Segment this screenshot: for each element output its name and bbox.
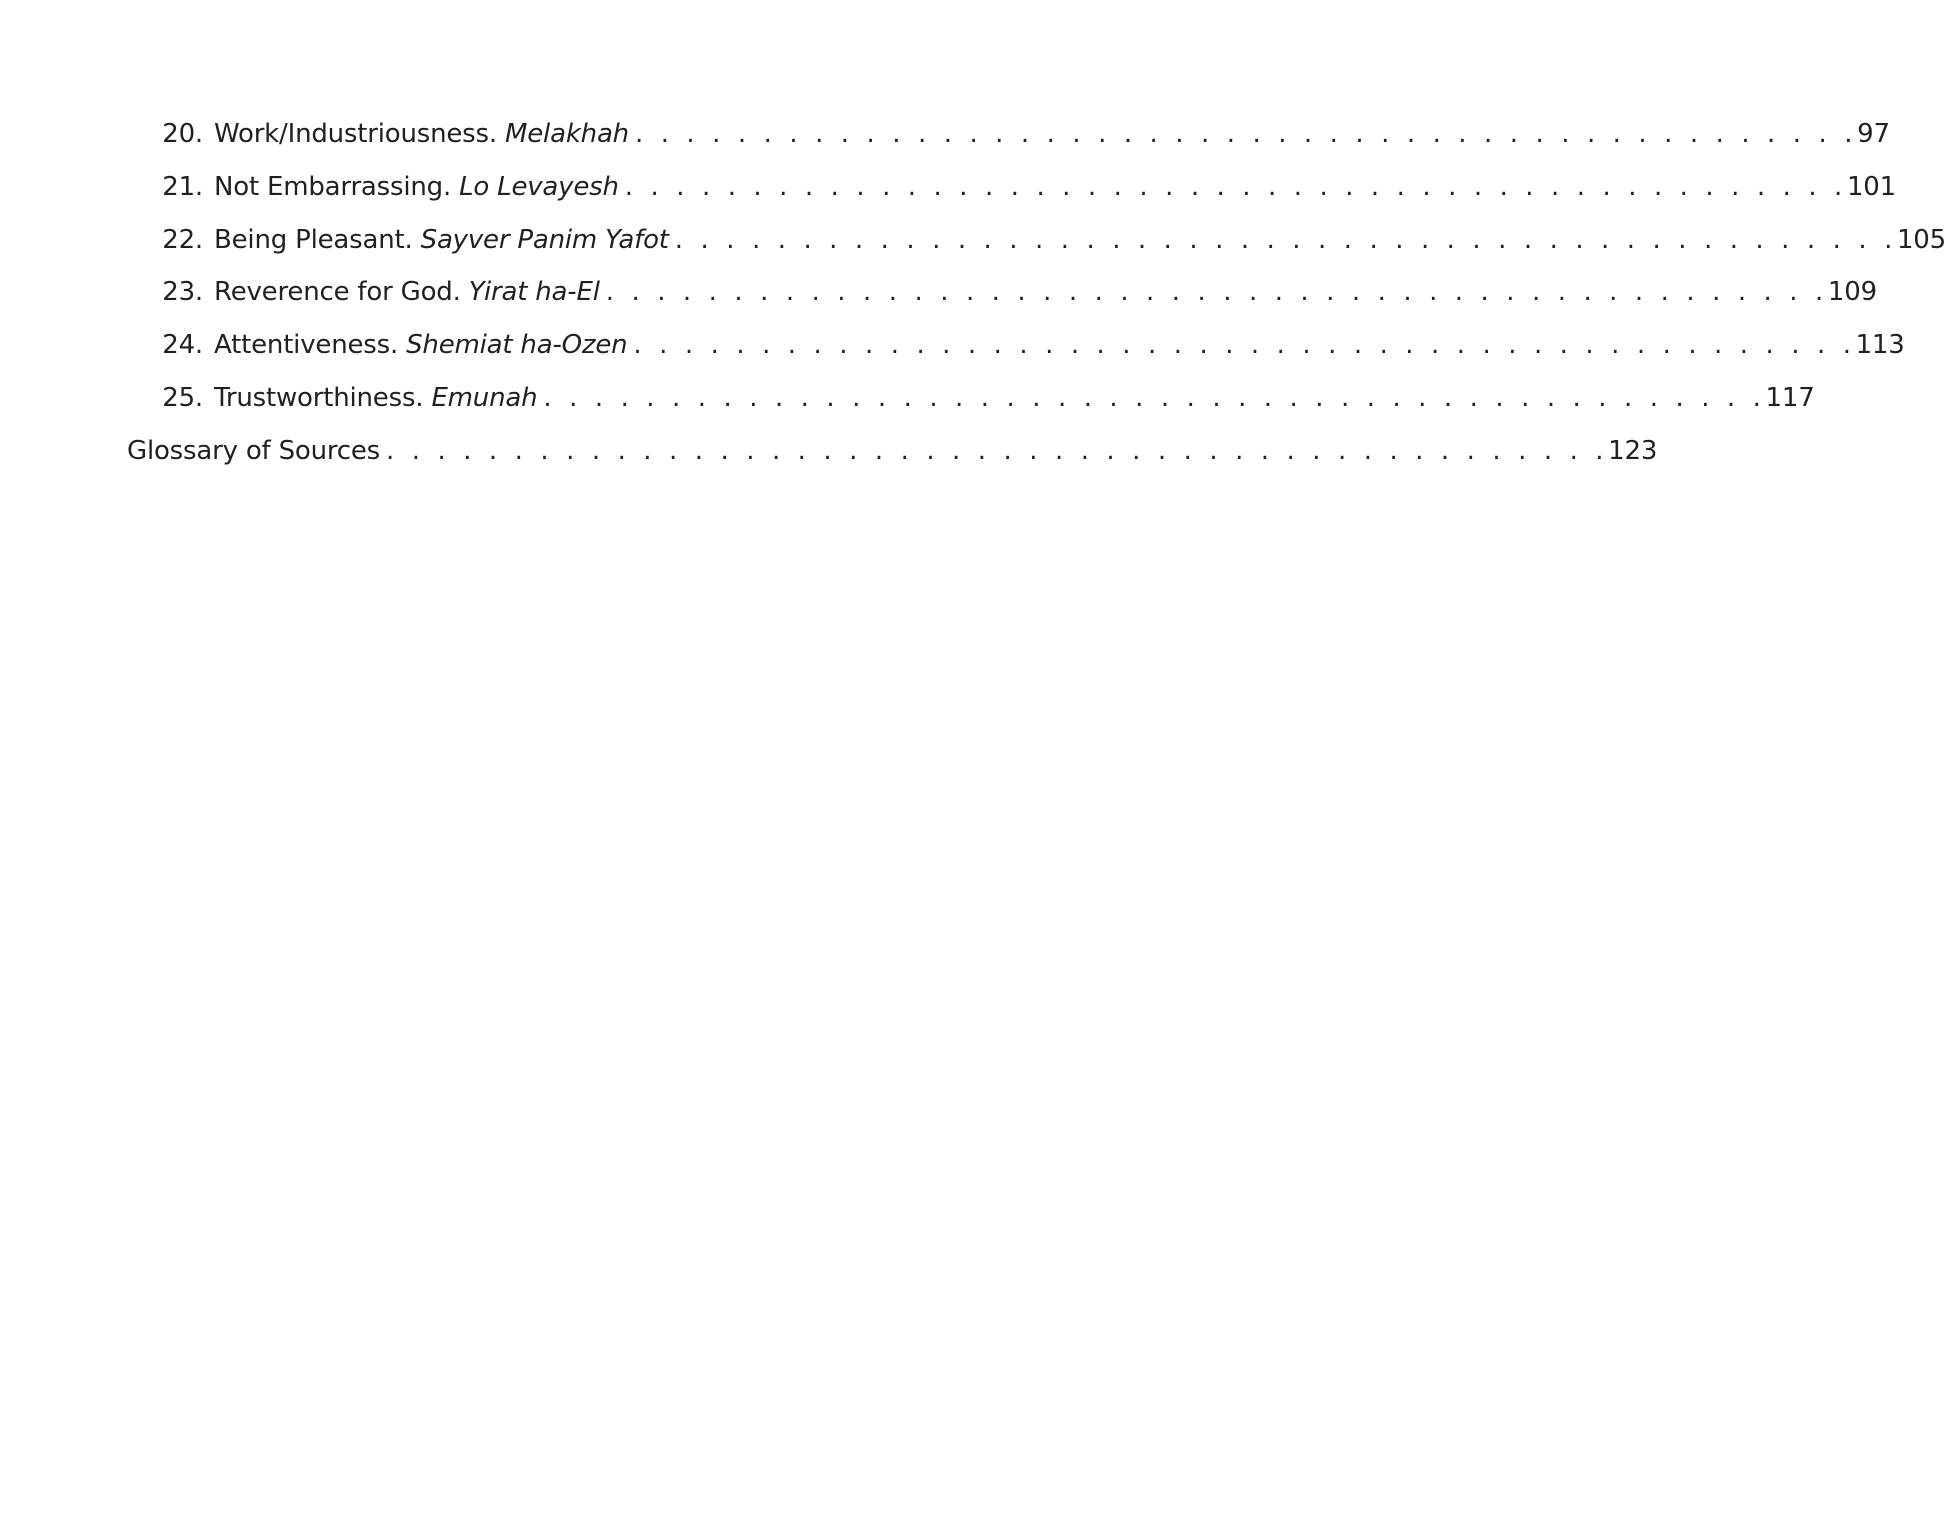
toc-entry-page: 109 [1827, 277, 1877, 308]
toc-entry-number: 25. [162, 382, 203, 413]
toc-entry-title: Work/Industriousness. [214, 119, 497, 149]
toc-entry-subtitle: Lo Levayesh [459, 171, 619, 202]
toc-entry-subtitle: Sayver Panim Yafot [420, 224, 669, 255]
toc-entry-title: Not Embarrassing. [214, 171, 452, 202]
toc-entry-23[interactable] [127, 272, 1877, 325]
toc-entry-24[interactable] [127, 325, 1905, 378]
dot-leader: . . . . . . . . . . . . . . . . . . . . . . . . . . . . . . . . . . . . . . . . . . . . . . . . [386, 435, 1609, 466]
table-of-contents [127, 114, 1946, 484]
toc-entry-subtitle: Melakhah [505, 119, 629, 149]
dot-leader: . . . . . . . . . . . . . . . . . . . . . . . . . . . . . . . . . . . . . . . . . . . . . . . . [605, 277, 1828, 308]
toc-entry-number: 22. [162, 224, 203, 255]
toc-entry-number: 20. [162, 119, 203, 149]
toc-entry-21[interactable] [127, 167, 1896, 220]
toc-entry-subtitle: Shemiat ha-Ozen [406, 330, 628, 361]
toc-entry-page: 113 [1855, 330, 1905, 361]
toc-entry-subtitle: Emunah [431, 382, 538, 413]
toc-entry-25[interactable] [127, 378, 1815, 431]
toc-entry-title: Glossary of Sources [127, 435, 381, 466]
toc-entry-number: 24. [162, 330, 203, 361]
dot-leader: . . . . . . . . . . . . . . . . . . . . . . . . . . . . . . . . . . . . . . . . . . . . . . . . [633, 330, 1856, 361]
toc-entry-page: 117 [1765, 382, 1815, 413]
toc-entry-title: Attentiveness. [214, 330, 399, 361]
toc-entry-subtitle: Yirat ha-El [468, 277, 600, 308]
toc-entry-page: 105 [1896, 224, 1946, 255]
toc-entry-22[interactable] [127, 220, 1946, 273]
toc-entry-number: 23. [162, 277, 203, 308]
toc-entry-title: Reverence for God. [214, 277, 461, 308]
toc-entry-title: Being Pleasant. [214, 224, 413, 255]
toc-entry-glossary[interactable] [127, 431, 1658, 484]
dot-leader: . . . . . . . . . . . . . . . . . . . . . . . . . . . . . . . . . . . . . . . . . . . . . . . . [634, 119, 1858, 149]
toc-entry-page: 97 [1857, 119, 1890, 149]
toc-entry-number: 21. [162, 171, 203, 202]
toc-entry-title: Trustworthiness. [214, 382, 424, 413]
dot-leader: . . . . . . . . . . . . . . . . . . . . . . . . . . . . . . . . . . . . . . . . . . . . . . . . [543, 382, 1766, 413]
toc-entry-page: 123 [1608, 435, 1658, 466]
toc-entry-page: 101 [1846, 171, 1896, 202]
toc-entry-20[interactable] [127, 114, 1890, 167]
dot-leader: . . . . . . . . . . . . . . . . . . . . . . . . . . . . . . . . . . . . . . . . . . . . . . . . [674, 224, 1897, 255]
dot-leader: . . . . . . . . . . . . . . . . . . . . . . . . . . . . . . . . . . . . . . . . . . . . . . . . [624, 171, 1847, 202]
